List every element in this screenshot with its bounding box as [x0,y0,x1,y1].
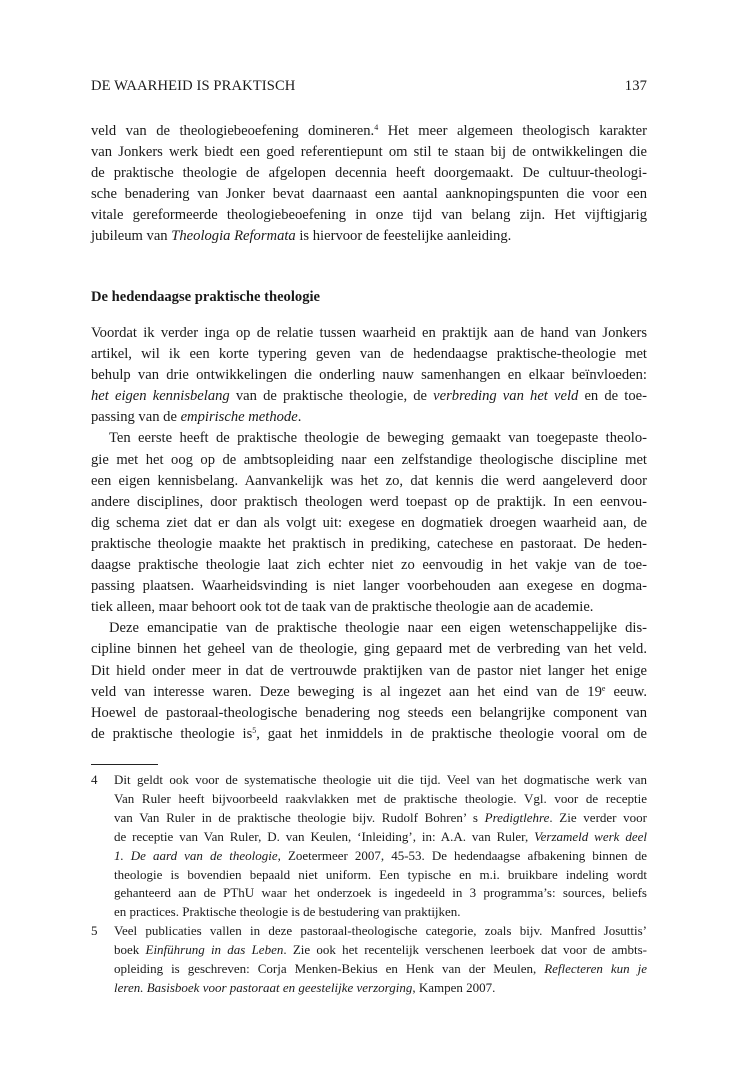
text-line: gie met het oog op de ambtsopleiding naar een zelfstandige theologische discipline met [91,451,647,468]
footnote-line: van Van Ruler in de praktische theologie bijv. Rudolf Bohren’ s Predigtlehre. Zie verder voor [114,809,648,825]
footnote-5 [91,922,647,998]
text-line: passing van de empirische methode. [91,409,302,426]
main-paragraphs [91,323,647,745]
footnote-number: 5 [91,923,98,939]
footnote-line: Dit geldt ook voor de systematische theologie uit die tijd. Veel van het dogmatische werk van [114,772,647,787]
text-line: jubileum van Theologia Reformata is hiervoor de feestelijke aanleiding. [91,228,512,245]
text-line: daagse praktische theologie laat zich echter niet zo eenvoudig in het vakje van de toe- [91,557,647,574]
text-line: Hoewel de pastoraal-theologische benadering nog steeds een belangrijke component van [91,704,647,721]
footnote-ref[interactable]: 5 [252,725,257,735]
section-heading: De hedendaagse praktische theologie [91,289,321,305]
footnote-line: gehanteerd aan de PThU waar het onderzoek is ingedeeld in 3 programma’s: sources, beliefs [114,885,647,901]
text-line: dig schema ziet dat er dan als volgt uit: exegese en dogmatiek droegen waarheid aan, de [91,514,647,531]
superscript: e [601,683,606,693]
text-line: artikel, wil ik een korte typering geven van de hedendaagse praktische-theologie met [91,346,647,363]
text-line: het eigen kennisbelang van de praktische theologie, de verbreding van het veld en de toe- [91,388,647,405]
text-line: passing plaatsen. Waarheidsvinding is niet langer voorbehouden aan exegese en dogma- [91,578,647,595]
intro-paragraph [91,121,647,248]
text-line: behulp van drie ontwikkelingen die onderling nauw samenhangen en elkaar beïnvloeden: [91,367,647,384]
footnote-4 [91,771,647,922]
text-line: andere disciplines, door praktisch theologen werd toepast op de praktijk. In een eenvou- [91,493,647,510]
footnote-line: 1. De aard van de theologie, Zoetermeer 2007, 45-53. De hedendaagse afbakening binnen de [114,847,648,863]
text-line: Voordat ik verder inga op de relatie tussen waarheid en praktijk aan de hand van Jonkers [91,325,647,341]
footnote-number: 4 [91,772,98,787]
footnote-divider [91,764,158,765]
text-line: van Jonkers werk biedt een goed referentiepunt om stil te staan bij de ontwikkelingen die [91,144,647,161]
text-line: de praktische theologie de afgelopen decennia heeft doorgemaakt. De cultuur-theologi- [91,165,647,182]
footnote-line: theologie is bovendien bepaald niet uniform. Een typische en m.i. bruikbare indeling wordt [114,866,647,882]
text-line: veld van interesse waren. Deze beweging is al ingezet aan het eind van de 19e eeuw. [91,683,648,700]
text-line: Ten eerste heeft de praktische theologie de beweging gemaakt van toegepaste theolo- [109,430,647,447]
text-line: Deze emancipatie van de praktische theologie naar een eigen wetenschappelijke dis- [109,620,647,637]
text-line: vitale gereformeerde theologiebeoefening in onze tijd van belang zijn. Het vijftigjarig [91,207,647,224]
footnotes [91,771,647,998]
text-line: tiek alleen, maar behoort ook tot de taak van de praktische theologie aan de academie. [91,599,594,616]
running-title: DE WAARHEID IS PRAKTISCH [91,78,296,94]
text-line: Dit hield onder meer in dat de vertrouwde praktijken van de pastor niet langer het enige [91,662,647,679]
footnote-line: boek Einführung in das Leben. Zie ook het recentelijk verschenen leerboek dat voor de ambts- [114,942,647,958]
text-line: de praktische theologie $is^5$, gaat het inmiddels in de praktische theologie vooral om de [91,725,647,742]
text-line: cipline binnen het geheel van de theologie, ging gepaard met de verbreding van het veld. [91,641,647,658]
footnote-line: leren. Basisboek voor pastoraat en geestelijke verzorging, Kampen 2007. [114,979,496,995]
footnote-line: Veel publicaties vallen in deze pastoraal-theologische categorie, zoals bijv. Manfred Josuttis’ [114,923,647,939]
footnote-line: Van Ruler heeft bijvoorbeeld raakvlakken met de praktische theologie. Vgl. voor de receptie [114,790,647,806]
footnote-line: en practices. Praktische theologie is de bestudering van praktijken. [114,904,461,920]
footnote-ref[interactable]: 4 [374,123,379,132]
footnote-line: opleiding is geschreven: Corja Menken-Bekius en Henk van der Meulen, Reflecteren kun je [114,961,647,977]
text-line: veld van de theologiebeoefening domineren.$^4$ Het meer algemeen theologisch karakter [91,123,647,139]
text-line: praktische theologie maakte het praktisch in prediking, catechese en pastoraat. De heden- [91,535,647,552]
page-number: 137 [624,78,647,94]
footnote-line: de receptie van Van Ruler, D. van Keulen, ‘Inleiding’, in: A.A. van Ruler, Verzameld werk deel [114,828,647,844]
running-header [91,78,647,95]
text-line: een eigen kennisbelang. Aanvankelijk was het zo, dat kennis die werd aangeleverd door [91,472,647,489]
text-line: sche benadering van Jonker bevat daarnaast een aantal aanknopingspunten die voor een [91,186,647,203]
